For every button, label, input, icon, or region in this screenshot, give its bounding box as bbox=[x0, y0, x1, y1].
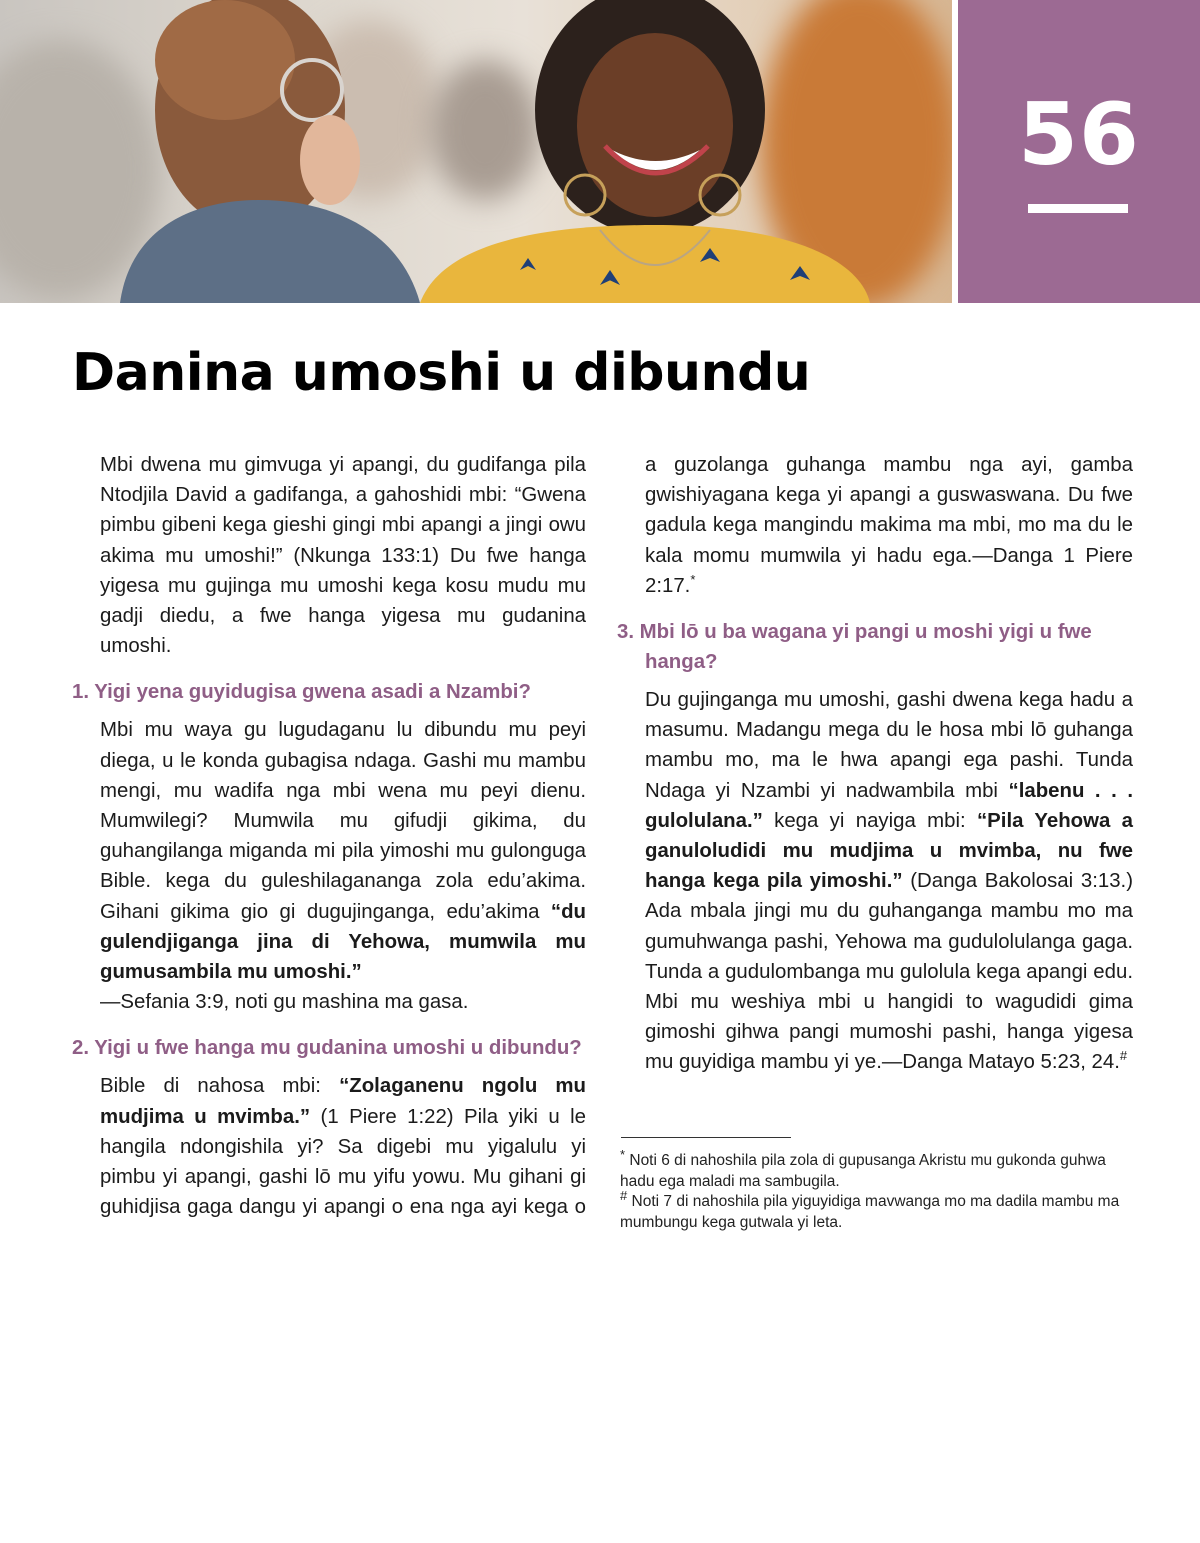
page-title: Danina umoshi u dibundu bbox=[72, 343, 811, 403]
section-3-paragraph: Du gujinganga mu umoshi, gashi dwena kega hadu a masumu. Madangu mega du le hosa mbi lō guhanga mambu mo, ma le hwa apangi ega pashi. Tunda Ndaga yi Nzambi yi nadwambila mbi “labenu . . . gulolulana.” kega yi nayiga mbi: “Pila Yehowa a ganuloludidi mu mudjima u mvimba, nu fwe hanga kega pila yimoshi.” (Danga Bakolosai 3:13.) Ada mbala jingi mu du guhanganga mambu mo ma gumuhwanga pashi, Yehowa ma gudulolulanga gaga. Tunda a gudulombanga mu gulolula kega apangi edu. Mbi mu weshiya mbi u hangidi to wagudidi gima gimoshi gihwa pangi mumoshi pashi, hanga yigesa mu guyidiga mambu yi ye.—Danga Matayo 5:23, 24.# bbox=[645, 689, 1133, 1074]
chapter-badge bbox=[958, 0, 1200, 303]
footnote-marker-star: * bbox=[690, 572, 696, 588]
footnote-2: # Noti 7 di nahoshila pila yiguyidiga mavwanga mo ma dadila mambu ma mumbungu kega gutwala yi leta. bbox=[620, 1187, 1120, 1231]
header-photo bbox=[0, 0, 952, 303]
footnotes bbox=[620, 1146, 1120, 1233]
footnote-divider bbox=[621, 1137, 791, 1138]
section-2-paragraph: Bible di nahosa mbi: “Zolaganenu ngolu mu mudjima u mvimba.” (1 Piere 1:22) Pila yiki u le hangila ndongishila yi? Sa digebi mu yigalulu yi pimbu yi apangi, gashi lō mu yifu yowu. Mu gihani gi guhidjisa gaga dangu yi apangi o ena nga ayi kega o bbox=[100, 1075, 586, 1219]
footnote-marker-hash: # bbox=[1119, 1048, 1128, 1064]
left-column bbox=[72, 450, 586, 1223]
chapter-underline bbox=[1028, 204, 1128, 213]
chapter-number: 56 bbox=[1018, 85, 1140, 185]
section-2-paragraph-continued: a guzolanga guhanga mambu nga ayi, gamba gwishiyagana kega yi apangi a guswaswana. Du fwe gadula kega mangindu makima ma mbi, mo ma du le kala momu mumwila yi hadu ega.—Danga 1 Piere 2:17.* bbox=[645, 454, 1133, 597]
intro-paragraph: Mbi dwena mu gimvuga yi apangi, du gudifanga pila Ntodjila David a gadifanga, a gahoshidi mbi: “Gwena pimbu gibeni kega gieshi gingi mbi apangi a jingi owu akima mu umoshi!” (Nkunga 133:1) Du fwe hanga yigesa mu gujinga mu umoshi kega kosu mudu mu gadji diedu, a fwe hanga yigesa mu gudanina umoshi. bbox=[100, 454, 586, 658]
question-3-heading: 3. Mbi lō u ba wagana yi pangi u moshi yigi u fwe hanga? bbox=[617, 621, 1092, 673]
question-2-heading: 2. Yigi u fwe hanga mu gudanina umoshi u dibundu? bbox=[72, 1037, 582, 1060]
section-1-paragraph: Mbi mu waya gu lugudaganu lu dibundu mu peyi diega, u le konda gubagisa ndaga. Gashi mu mambu mengi, mu wadifa nga mbi wena mu peyi dienu. Mumwilegi? Mumwila mu gifudji gikima, du guhangilanga miganda mi pila yimoshi mu gulonguga Bible. kega du guleshilagananga zola edu’akima. Gihani gikima gio gi dugujinganga, edu’akima “du gulendjiganga jina di Yehowa, mumwila mu gumusambila mu umoshi.” —Sefania 3:9, noti gu mashina ma gasa. bbox=[100, 719, 586, 1014]
question-1-heading: 1. Yigi yena guyidugisa gwena asadi a Nzambi? bbox=[72, 681, 531, 704]
right-column bbox=[617, 450, 1133, 1078]
people-illustration bbox=[0, 0, 952, 303]
footnote-1: * Noti 6 di nahoshila pila zola di gupusanga Akristu mu gukonda guhwa hadu ega maladi ma sambugila. bbox=[620, 1146, 1106, 1190]
